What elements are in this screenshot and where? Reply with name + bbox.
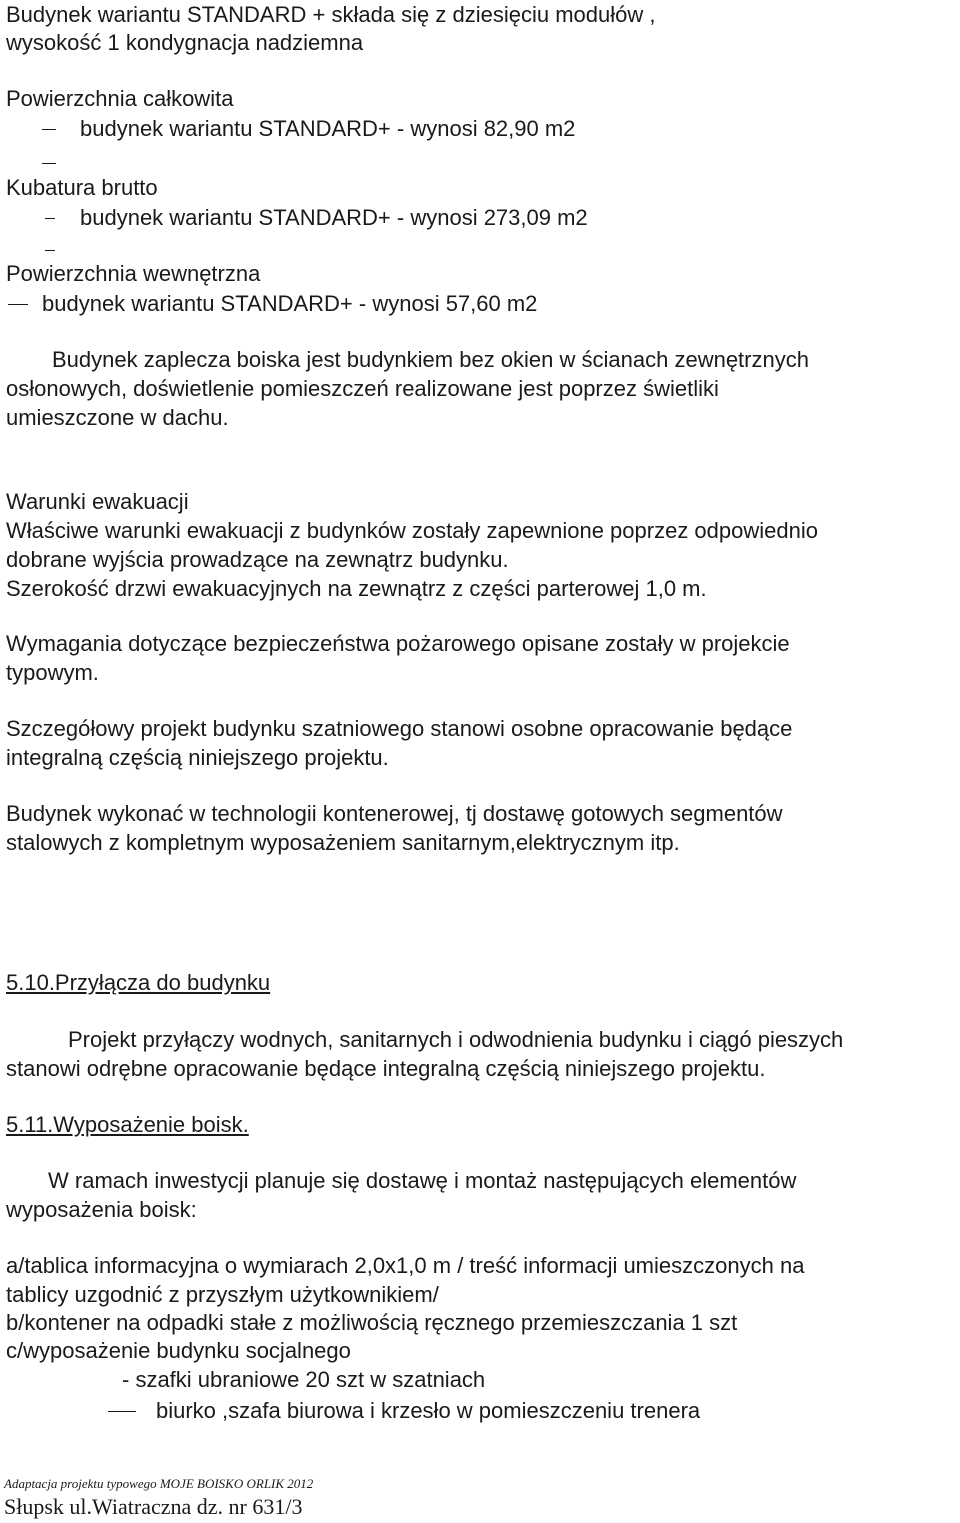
volume-heading: Kubatura brutto: [6, 175, 158, 200]
item-b: b/kontener na odpadki stałe z możliwością ręcznego przemieszczania 1 szt: [6, 1310, 738, 1335]
sub-item-office: biurko ,szafa biurowa i krzesło w pomieszczeniu trenera: [156, 1398, 701, 1423]
bullet-dash: [108, 1411, 136, 1412]
skylight-line-3: umieszczone w dachu.: [6, 405, 229, 430]
section-510-line-1: Projekt przyłączy wodnych, sanitarnych i odwodnienia budynku i ciągó pieszych: [68, 1027, 844, 1052]
locker-building-line-2: integralną częścią niniejszego projektu.: [6, 745, 389, 770]
locker-building-line-1: Szczegółowy projekt budynku szatniowego stanowi osobne opracowanie będące: [6, 716, 793, 741]
evacuation-line-2: dobrane wyjścia prowadzące na zewnątrz budynku.: [6, 547, 509, 572]
evacuation-line-1: Właściwe warunki ewakuacji z budynków zostały zapewnione poprzez odpowiednio: [6, 518, 818, 543]
intro-line-2: wysokość 1 kondygnacja nadziemna: [6, 30, 364, 55]
section-511-intro-line-2: wyposażenia boisk:: [6, 1197, 197, 1222]
empty-bullet-dash: [42, 163, 56, 164]
section-510-heading: 5.10.Przyłącza do budynku: [6, 970, 271, 995]
skylight-line-2: osłonowych, doświetlenie pomieszczeń realizowane jest poprzez świetliki: [6, 376, 719, 401]
evacuation-heading: Warunki ewakuacji: [6, 489, 189, 514]
area-total-heading: Powierzchnia całkowita: [6, 86, 234, 111]
area-internal-heading: Powierzchnia wewnętrzna: [6, 261, 261, 286]
sub-item-lockers: - szafki ubraniowe 20 szt w szatniach: [122, 1367, 486, 1392]
item-c: c/wyposażenie budynku socjalnego: [6, 1338, 351, 1363]
bullet-dash: [45, 218, 55, 219]
evacuation-line-3: Szerokość drzwi ewakuacyjnych na zewnątrz z części parterowej 1,0 m.: [6, 576, 707, 601]
container-tech-line-2: stalowych z kompletnym wyposażeniem sanitarnym,elektrycznym itp.: [6, 830, 680, 855]
intro-line-1: Budynek wariantu STANDARD + składa się z dziesięciu modułów ,: [6, 2, 656, 27]
skylight-line-1: Budynek zaplecza boiska jest budynkiem bez okien w ścianach zewnętrznych: [52, 347, 809, 372]
volume-item: budynek wariantu STANDARD+ - wynosi 273,09 m2: [80, 205, 588, 230]
item-a-line-2: tablicy uzgodnić z przyszłym użytkownikiem/: [6, 1282, 439, 1307]
item-a-line-1: a/tablica informacyjna o wymiarach 2,0x1,0 m / treść informacji umieszczonych na: [6, 1253, 805, 1278]
area-internal-item: budynek wariantu STANDARD+ - wynosi 57,60 m2: [42, 291, 538, 316]
footer-project-title: Adaptacja projektu typowego MOJE BOISKO ORLIK 2012: [4, 1476, 314, 1491]
area-total-item: budynek wariantu STANDARD+ - wynosi 82,90 m2: [80, 116, 576, 141]
bullet-dash: [42, 129, 56, 130]
empty-bullet-dash: [45, 250, 55, 251]
bullet-dash: [8, 304, 28, 305]
container-tech-line-1: Budynek wykonać w technologii kontenerowej, tj dostawę gotowych segmentów: [6, 801, 783, 826]
section-511-heading: 5.11.Wyposażenie boisk.: [6, 1112, 249, 1137]
section-511-intro-line-1: W ramach inwestycji planuje się dostawę i montaż następujących elementów: [48, 1168, 797, 1193]
footer-location: Słupsk ul.Wiatraczna dz. nr 631/3: [4, 1494, 303, 1519]
section-510-line-2: stanowi odrębne opracowanie będące integralną częścią niniejszego projektu.: [6, 1056, 766, 1081]
fire-safety-line-1: Wymagania dotyczące bezpieczeństwa pożarowego opisane zostały w projekcie: [6, 631, 790, 656]
fire-safety-line-2: typowym.: [6, 660, 99, 685]
